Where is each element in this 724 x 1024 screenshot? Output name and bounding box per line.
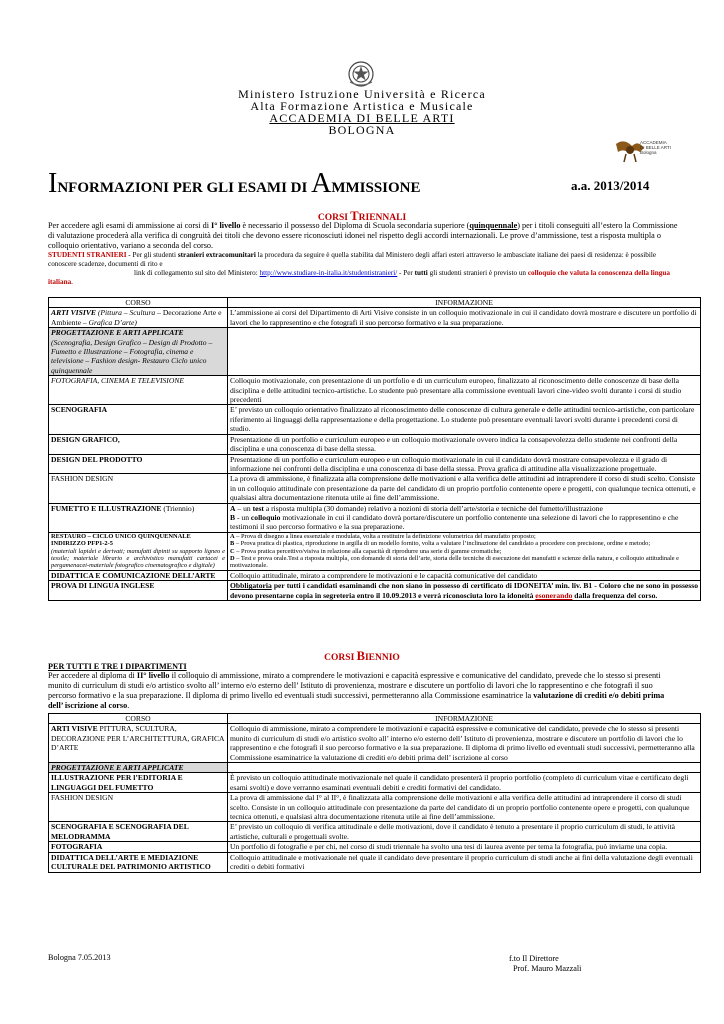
- afam-line: Alta Formazione Artistica e Musicale: [250, 99, 474, 113]
- table-row: RESTAURO – CICLO UNICO QUINQUENNALE INDIRIZZO PFP1-2-5 (materiali lapidei e derivati; manufatti dipinti su supporto ligneo e tessile; materiale librario e archivistico manufatti cartacei e pergamenacei-materiale fotografico cinematografico e digitale) A – Prova di disegno a linea essenziale e modulata, volta a restituire la definizione volumetrica del manufatto proposto; B – Prova pratica di plastica, riproduzione in argilla di un modello fornito, volta a valutare l’inclinazione del candidato a procedere con precisione, ordine e metodo; C – Prova pratica percettivo/visiva in relazione alla capacità di riprodurre una serie di gamme cromatiche; D – Test e prova orale.Test a risposta multipla, con domande di storia dell’arte, storia delle tecniche di esecuzione dei manufatti e scienze della natura, e colloquio attitudinale e motivazionale.: [49, 532, 701, 570]
- academy-line: ACCADEMIA DI BELLE ARTI: [269, 111, 455, 125]
- republic-emblem-icon: [347, 60, 375, 88]
- table-row: SCENOGRAFIA E SCENOGRAFIA DEL MELODRAMMA E’ previsto un colloquio di verifica attitudinale e delle motivazioni, dove il candidato è tenuto a presentare il proprio curriculum di studi, le attività artistiche, culturali e progettuali svolte.: [49, 822, 701, 842]
- section-title-biennio: CORSI BIENNIO: [324, 649, 400, 663]
- table-row: DIDATTICA E COMUNICAZIONE DELL’ARTE Colloquio attitudinale, mirato a comprendere le motivazioni e le capacità comunicative del candidato: [49, 570, 701, 580]
- signature-title: f.to Il Direttore: [509, 954, 559, 963]
- biennio-subtitle: PER TUTTI E TRE I DIPARTIMENTI: [48, 662, 187, 671]
- table-row: PROVA DI LINGUA INGLESE Obbligatoria per tutti i candidati esaminandi che non siano in possesso di certificato di IDONEITA’ min. liv. B1 - Coloro che ne sono in possesso devono presentarne copia in segreteria entro il 10.09.2013 e verrà riconosciuta loro la idoneità esonerando dalla frequenza del corso.: [49, 581, 701, 601]
- section-title-triennali: CORSI TRIENNALI: [317, 209, 407, 223]
- table-row: ARTI VISIVE PITTURA, SCULTURA, DECORAZIONE PER L’ARCHITETTURA, GRAFICA D’ARTE Colloquio di ammissione, mirato a comprendere le motivazioni e capacità espressive e comunicative del candidato, prevede che lo stesso si presenti munito di curriculum di studi e/o artistico svolto all’ interno e/o esterno dell’ Istituto di provenienza, mostrare e discutere un portfolio di lavori che lo rappresentino e che fotografi il suo percorso formativo e la sua preparazione. Il diploma di primo livello ed eventuali studi successivi, permetteranno alla Commissione esaminatrice la valutazione di crediti e/o debiti prima dell’ iscrizione al corso: [49, 724, 701, 763]
- col-header-corso: CORSO: [49, 714, 228, 724]
- place-date: Bologna 7.05.2013: [48, 953, 111, 962]
- table-row: SCENOGRAFIA E’ previsto un colloquio orientativo finalizzato al riconoscimento delle conoscenze di cultura generale e delle attitudini tecnico-artistiche, con particolare riferimento ai linguaggi della rappresentazione e della progettazione. Lo studente può presentare eventuali lavori svolti durante i precedenti corsi di studio.: [49, 405, 701, 434]
- biennio-table: [48, 713, 701, 873]
- table-row: DIDATTICA DELL’ARTE E MEDIAZIONE CULTURALE DEL PATRIMONIO ARTISTICO Colloquio attitudinale e motivazionale nel quale il candidato deve presentare il proprio curriculum di studi anche ai fini della valutazione degli eventuali crediti o debiti formativi: [49, 852, 701, 872]
- col-header-info: INFORMAZIONE: [228, 714, 701, 724]
- table-row: DESIGN DEL PRODOTTO Presentazione di un portfolio e curriculum europeo e un colloquio motivazionale in cui il candidato dovrà mostrare consapevolezza e il grado di informazione nei confronti della disciplina e una conoscenza di base della stessa. Prova grafica di attitudine alla visualizzazione progettuale.: [49, 454, 701, 474]
- ministry-link[interactable]: http://www.studiare-in-italia.it/studentistranieri/: [259, 269, 398, 277]
- city-line: BOLOGNA: [328, 123, 396, 137]
- table-row: PROGETTAZIONE E ARTI APPLICATE (Scenografia, Design Grafico – Design di Prodotto – Fumetto e Illustrazione – Fotografia, cinema e televisione – Fashion design- Restauro Ciclo unico quinquennale: [49, 328, 701, 376]
- page-title: INFORMAZIONI PER GLI ESAMI DI AMMISSIONE: [48, 168, 421, 199]
- col-header-corso: CORSO: [49, 298, 228, 308]
- table-row: FOTOGRAFIA Un portfolio di fotografie e per chi, nel corso di studi triennale ha svolto una tesi di laurea avente per tema la fotografia, può inviarne una copia.: [49, 842, 701, 852]
- table-row: PROGETTAZIONE E ARTI APPLICATE: [49, 763, 701, 773]
- academic-year: a.a. 2013/2014: [571, 178, 650, 193]
- table-row: FASHION DESIGN La prova di ammissione, è finalizzata alla comprensione delle motivazioni e alla verifica delle attitudini ad intraprendere il corso di studi scelto. Consiste in un colloquio attitudinale con presentazione da parte del candidato di un proprio portfolio contenente opere e progetti, con qualunque tecnica ottenuti, e qualsiasi altra documentazione ritenuta utile ai fine dell’ammissione.: [49, 474, 701, 503]
- ministry-line: Ministero Istruzione Università e Ricerca: [238, 87, 486, 101]
- table-row: ARTI VISIVE (Pittura – Scultura – Decorazione Arte e Ambiente – Grafica D’arte) L’ammissione ai corsi del Dipartimento di Arti Visive consiste in un colloquio motivazionale in cui il candidato dovrà mostrare e discutere un portfolio di lavori che lo rappresentino e che fotografi il suo percorso formativo e la sua preparazione.: [49, 308, 701, 328]
- academy-logo-text: ACCADEMIA DI BELLE ARTI Bologna: [640, 140, 671, 155]
- table-row: DESIGN GRAFICO, Presentazione di un portfolio e curriculum europeo e un colloquio motivazionale ovvero indica la consapevolezza dello studente nei confronti della disciplina e una conoscenza di base della stessa.: [49, 434, 701, 454]
- col-header-info: INFORMAZIONE: [228, 298, 701, 308]
- table-row: ILLUSTRAZIONE PER l’EDITORIA E LINGUAGGI DEL FUMETTO È previsto un colloquio attitudinale motivazionale nel quale il candidato presenterà il proprio portfolio (completo di curriculum vitae e certificato degli esami svolti) e dove verranno esaminati eventuali debiti e crediti formativi del candidato.: [49, 773, 701, 793]
- triennali-intro: Per accedere agli esami di ammissione ai corsi di I° livello è necessario il possesso del Diploma di Scuola secondaria superiore (quinquennale) per i titoli conseguiti all’estero la Commissione di valutazione procederà alla verifica di congruità dei titoli che devono essere riconosciuti idonei nel rispetto degli accordi internazionali. Le prove d’ammissione, test a risposta multipla o colloquio orientativo, variano a seconda del corso.: [48, 221, 678, 251]
- foreign-students-note: STUDENTI STRANIERI - Per gli studenti stranieri extracomunitari la procedura da seguire è quella stabilita dal Ministero degli affari esteri attraverso le ambasciate italiane dei paesi di residenza: è possibile conoscere scadenze, documenti di rito e: [48, 251, 657, 268]
- table-row: FASHION DESIGN La prova di ammissione dal I° al II°, è finalizzata alla comprensione delle motivazioni e alla verifica delle attitudini ad intraprendere il corso di studi scelto. Consiste in un colloquio attitudinale con presentazione da parte del candidato di un proprio portfolio contenente opere e progetti, con qualunque tecnica ottenuti, e qualsiasi altra documentazione ritenuta utile ai fine dell’ammissione.: [49, 793, 701, 822]
- signature-name: Prof. Mauro Mazzali: [513, 964, 582, 973]
- triennali-table: [48, 297, 701, 601]
- ministry-link-note: link di collegamento sul sito del Ministero: http://www.studiare-in-italia.it/studentistranieri/ - Per tutti gli studenti stranieri è previsto un colloquio che valuta la conoscenza della lingua italiana.: [48, 269, 670, 286]
- biennio-intro: Per accedere al diploma di II° livello il colloquio di ammissione, mirato a comprendere le motivazioni e capacità espressive e comunicative del candidato, prevede che lo stesso si presenti munito di curriculum di studi e/o artistico svolto all’ interno e/o esterno dell’ Istituto di provenienza, mostrare e discutere un portfolio di lavori che lo rappresentino e che fotografi il suo percorso formativo e la sua preparazione. Il diploma di primo livello ed eventuali studi successivi, permetteranno alla Commissione esaminatrice la valutazione di crediti e/o debiti prima dell’ iscrizione al corso.: [48, 671, 665, 710]
- table-row: FUMETTO E ILLUSTRAZIONE (Triennio) A – un test a risposta multipla (30 domande) relativo a nozioni di storia dell’arte/storia e tecniche del fumetto/illustrazione B - un colloquio motivazionale in cui il candidato dovrà portare/discutere un portfolio contenente una selezione di lavori che lo rappresentino e che testimoni il suo percorso formativo e la sua preparazione.: [49, 503, 701, 532]
- table-row: FOTOGRAFIA, CINEMA E TELEVISIONE Colloquio motivazionale, con presentazione di un portfolio e di un curriculum europeo, finalizzato al riconoscimento delle conoscenze di base della disciplina e delle attitudini tecnico-artistiche. Lo studente può presentare alla commissione eventuali lavori cine-video svolti durante i corsi di studio precedenti: [49, 376, 701, 405]
